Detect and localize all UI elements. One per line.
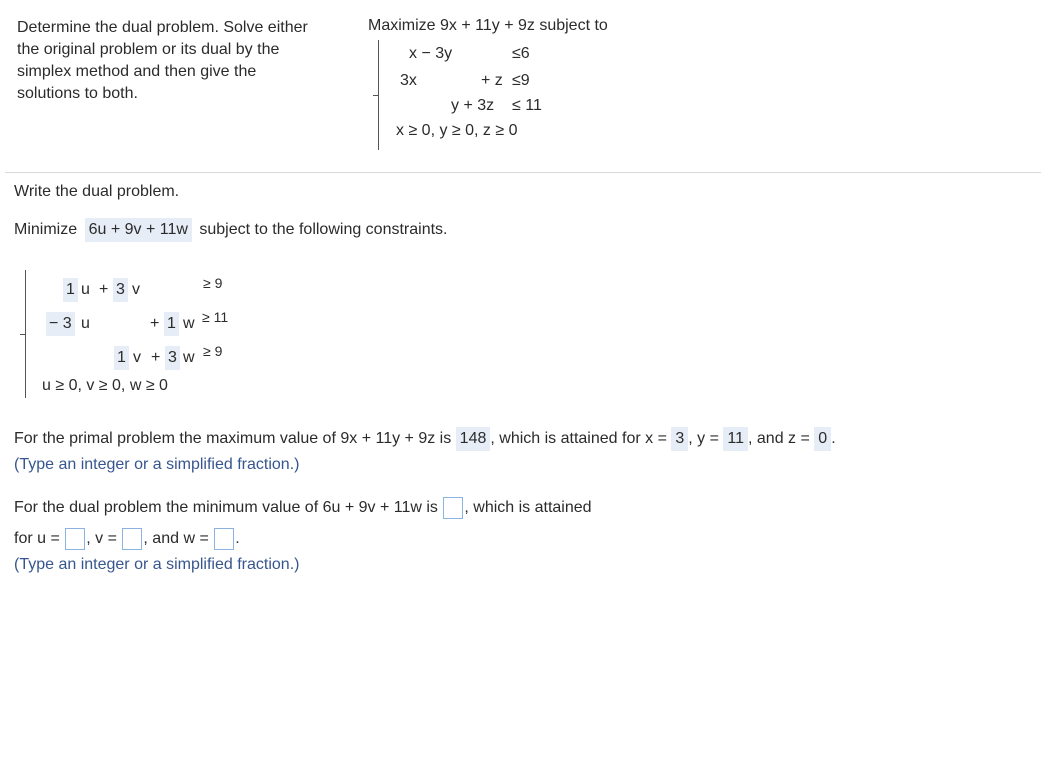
minimize-label: Minimize — [14, 221, 78, 238]
dual-r1-coef1[interactable]: 1 — [63, 278, 78, 302]
primal-title: Maximize 9x + 11y + 9z subject to — [368, 17, 608, 34]
primal-row1-lhs: x − 3y — [409, 45, 453, 62]
dual-answer-text5: , and w = — [143, 530, 209, 548]
dual-r1-var1: u — [81, 281, 90, 298]
dual-answer-text4: , v = — [86, 530, 117, 548]
primal-answer-text3: , y = — [688, 430, 719, 447]
primal-row3-rel: ≤ 11 — [512, 97, 542, 114]
dual-r1-op: + — [99, 281, 109, 298]
dual-answer-text2: , which is attained — [464, 499, 592, 517]
dual-r2-rel: ≥ 11 — [202, 309, 229, 325]
dual-r3-var1: v — [133, 349, 141, 366]
dual-w-input[interactable] — [214, 528, 234, 550]
primal-hint: (Type an integer or a simplified fraction.) — [14, 456, 300, 473]
dual-r1-rel: ≥ 9 — [203, 275, 223, 291]
dual-objective-answer[interactable]: 6u + 9v + 11w — [85, 218, 192, 242]
dual-r2-var2: w — [183, 315, 195, 332]
dual-objective-line — [14, 218, 448, 242]
dual-v-input[interactable] — [122, 528, 142, 550]
primal-row2-x: 3x — [400, 72, 417, 89]
primal-y-value[interactable]: 11 — [723, 427, 748, 451]
dual-answer-text1: For the dual problem the minimum value of 6u + 9v + 11w is — [14, 499, 438, 517]
dual-answer-text6: . — [235, 530, 240, 548]
dual-answer-line2 — [14, 528, 240, 550]
primal-row3-lhs: y + 3z — [451, 97, 495, 114]
dual-r2-op: + — [150, 315, 160, 332]
dual-r3-coef2[interactable]: 3 — [165, 346, 180, 370]
section-divider — [5, 172, 1041, 173]
dual-answer-text3: for u = — [14, 530, 60, 548]
dual-r3-rel: ≥ 9 — [203, 343, 223, 359]
instructions-text: Determine the dual problem. Solve either the original problem or its dual by the simplex method and then give the solutions to both. — [17, 19, 308, 102]
primal-max-value[interactable]: 148 — [456, 427, 491, 451]
dual-r2-coef1[interactable]: − 3 — [46, 312, 75, 336]
primal-answer-text2: , which is attained for x = — [490, 430, 667, 447]
dual-hint: (Type an integer or a simplified fraction.) — [14, 556, 300, 573]
primal-row2-z: + z — [481, 72, 503, 89]
primal-row2-rel: ≤9 — [512, 72, 530, 89]
primal-nonneg: x ≥ 0, y ≥ 0, z ≥ 0 — [396, 122, 518, 139]
dual-brace — [25, 270, 26, 398]
dual-r2-var1: u — [81, 315, 90, 332]
dual-r3-coef1[interactable]: 1 — [114, 346, 129, 370]
primal-answer-text5: . — [831, 430, 836, 447]
dual-r3-op: + — [151, 349, 161, 366]
dual-heading: Write the dual problem. — [14, 183, 180, 200]
dual-min-value-input[interactable] — [443, 497, 463, 519]
dual-r3-var2: w — [183, 349, 195, 366]
dual-answer-line1 — [14, 497, 592, 519]
primal-brace — [378, 40, 379, 150]
primal-z-value[interactable]: 0 — [814, 427, 831, 451]
primal-row1-rel: ≤6 — [512, 45, 530, 62]
dual-u-input[interactable] — [65, 528, 85, 550]
dual-r2-coef2[interactable]: 1 — [164, 312, 179, 336]
primal-x-value[interactable]: 3 — [671, 427, 688, 451]
primal-answer-line — [14, 427, 836, 451]
primal-answer-text4: , and z = — [748, 430, 810, 447]
dual-r1-var2: v — [132, 281, 140, 298]
subject-text: subject to the following constraints. — [199, 221, 448, 238]
dual-nonneg: u ≥ 0, v ≥ 0, w ≥ 0 — [42, 377, 168, 394]
primal-answer-text1: For the primal problem the maximum value of 9x + 11y + 9z is — [14, 430, 452, 447]
dual-r1-coef2[interactable]: 3 — [113, 278, 128, 302]
